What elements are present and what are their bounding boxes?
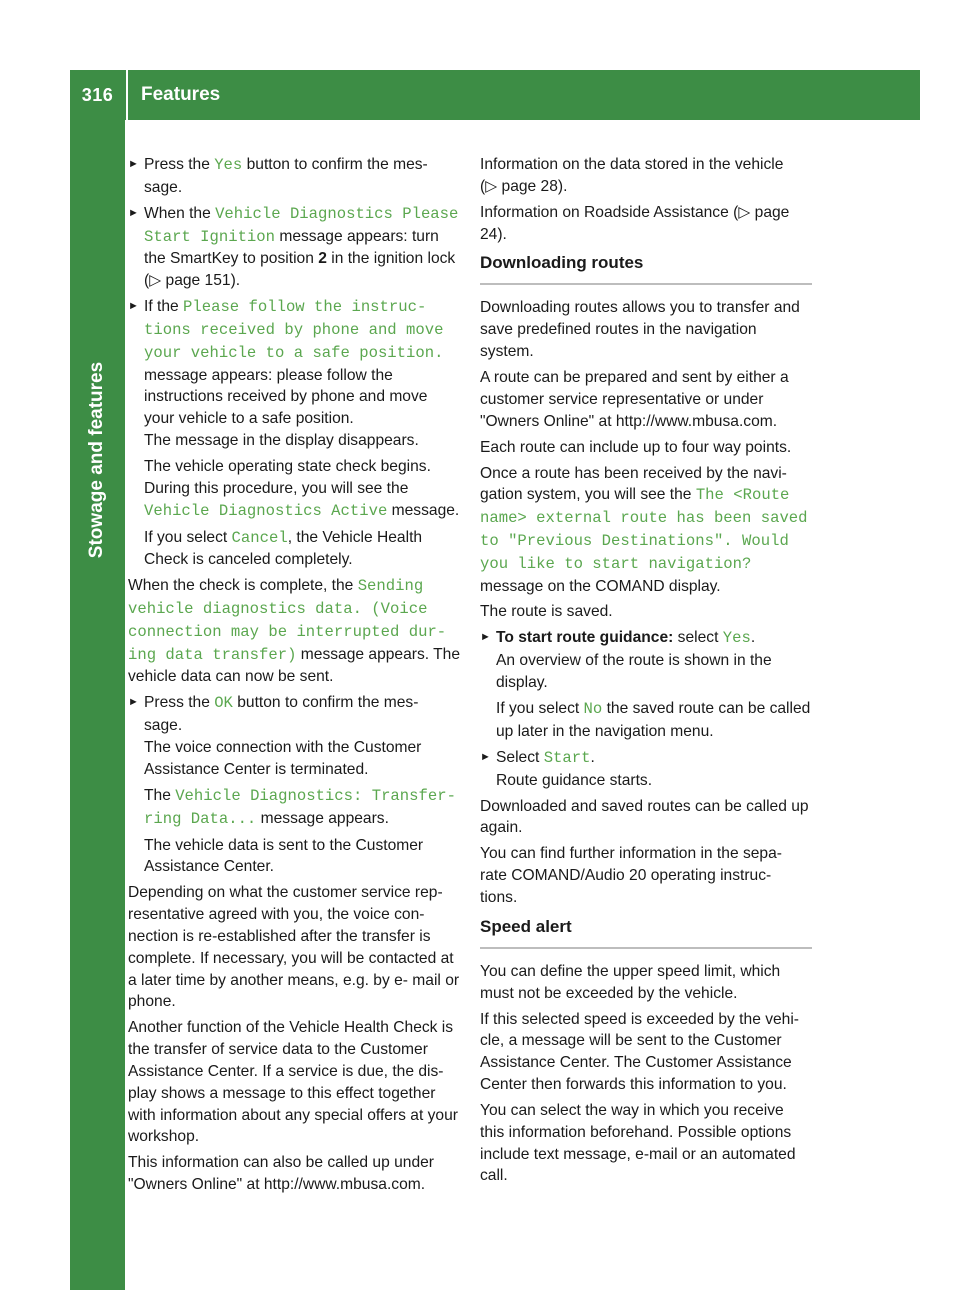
display-text: Yes <box>214 156 243 174</box>
right-column <box>480 154 812 1191</box>
step-arrow-icon: ► <box>480 750 491 763</box>
paragraph: A route can be prepared and sent by either a customer service representative or under "Owners Online" at http://www.mbusa.com. <box>480 368 789 430</box>
paragraph: You can select the way in which you receive this information beforehand. Possible options include text message, e-mail or an automated call. <box>480 1101 796 1185</box>
display-text: Cancel <box>231 528 288 547</box>
step-select-start: ► Select Start. Route guidance starts. <box>480 748 653 789</box>
display-text: OK <box>214 694 233 713</box>
display-text: The <Route name> external route has been saved to "Previous Destinations". Would you like to start navigation? <box>480 486 808 573</box>
paragraph: Another function of the Vehicle Health Check is the transfer of service data to the Customer Assistance Center. If a service is due, the dis- play shows a message to this effect together with information about any special offers at your workshop. <box>128 1019 458 1146</box>
step-arrow-icon: ► <box>128 158 139 170</box>
step-start-ignition: ► When the Vehicle Diagnostics Please Start Ignition message appears: turn the SmartKey to position 2 in the ignition lock (▷ page 151). <box>128 204 459 290</box>
page-ref-icon: ▷ <box>485 177 502 195</box>
paragraph: The route is saved. <box>480 603 613 621</box>
step-press-ok: ► Press the OK button to confirm the mes- sage. The voice connection with the Customer Assistance Center is terminated. <box>128 694 422 778</box>
sub-paragraph: If you select Cancel, the Vehicle Health Check is canceled completely. <box>144 528 423 569</box>
paragraph: Depending on what the customer service rep- resentative agreed with you, the voice con- nection is re-established after the transfer is complete. If necessary, you will be contacted at a later time by another means, e.g. by e- mail or phone. <box>128 884 460 1011</box>
display-text: Start <box>543 748 591 767</box>
step-arrow-icon: ► <box>128 206 139 219</box>
paragraph: Information on Roadside Assistance (▷ page 24). <box>480 203 790 243</box>
display-text: Vehicle Diagnostics Please Start Ignition <box>144 204 459 246</box>
page-ref-icon: ▷ <box>149 272 166 290</box>
section-title: Features <box>141 84 221 105</box>
paragraph: Once a route has been received by the navi- gation system, you will see the The <Route name> external route has been saved to "Previous Destinations". Would you like to start navigation? message on the COMAND display. <box>480 464 808 595</box>
sub-paragraph: The vehicle operating state check begins. During this procedure, you will see the Vehicle Diagnostics Active message. <box>144 457 460 520</box>
page-ref-link[interactable]: page 151 <box>165 272 231 290</box>
page-ref-link[interactable]: page 28 <box>501 177 558 195</box>
display-text: Vehicle Diagnostics Active <box>144 501 388 520</box>
paragraph: If this selected speed is exceeded by the vehi- cle, a message will be sent to the Customer Assistance Center. The Customer Assistance Center then forwards this information to you. <box>480 1010 799 1093</box>
sub-paragraph: The vehicle data is sent to the Customer Assistance Center. <box>144 836 424 876</box>
paragraph: Information on the data stored in the vehicle (▷ page 28). <box>480 156 784 195</box>
display-text: Yes <box>722 629 751 648</box>
heading-speed-alert: Speed alert <box>480 917 812 949</box>
paragraph: Downloading routes allows you to transfer and save predefined routes in the navigation system. <box>480 299 800 360</box>
step-press-yes: ► Press the Yes button to confirm the mes- sage. <box>128 156 428 196</box>
page-ref-link[interactable]: page 24 <box>480 203 790 243</box>
paragraph: When the check is complete, the Sending vehicle diagnostics data. (Voice connection may be interrupted dur‐ ing data transfer) message appears. The vehicle data can now be sent. <box>128 577 460 686</box>
paragraph: Downloaded and saved routes can be called up again. <box>480 797 809 837</box>
display-text: No <box>583 700 603 719</box>
display-text: Vehicle Diagnostics: Transfer‐ ring Data... <box>144 786 456 828</box>
side-tab-label: Stowage and features <box>86 361 107 559</box>
header-divider <box>126 70 128 120</box>
left-column <box>128 154 460 1200</box>
sub-paragraph: If you select No the saved route can be called up later in the navigation menu. <box>496 700 811 740</box>
heading-downloading-routes: Downloading routes <box>480 253 812 285</box>
step-arrow-icon: ► <box>480 631 491 644</box>
step-start-route-guidance: ► To start route guidance: select Yes. An overview of the route is shown in the display. <box>480 629 772 692</box>
paragraph: Each route can include up to four way points. <box>480 438 792 456</box>
paragraph: You can define the upper speed limit, which must not be exceeded by the vehicle. <box>480 962 781 1002</box>
sub-paragraph: The Vehicle Diagnostics: Transfer‐ ring Data... message appears. <box>144 786 456 828</box>
step-arrow-icon: ► <box>128 300 139 313</box>
display-text: Sending vehicle diagnostics data. (Voice connection may be interrupted dur‐ ing data transfer) <box>128 577 447 664</box>
step-arrow-icon: ► <box>128 696 139 709</box>
paragraph: You can find further information in the sepa- rate COMAND/Audio 20 operating instruc- tions. <box>480 845 782 906</box>
display-text: Please follow the instruc‐ tions received by phone and move your vehicle to a safe position. <box>144 298 444 362</box>
side-tab <box>70 120 125 1290</box>
page-number: 316 <box>81 84 114 105</box>
page-ref-icon: ▷ <box>738 203 755 221</box>
paragraph: This information can also be called up under "Owners Online" at http://www.mbusa.com. <box>128 1154 434 1194</box>
step-follow-instructions: ► If the Please follow the instruc‐ tions received by phone and move your vehicle to a safe position. message appears: please follow the instructions received by phone and move your vehicle to a safe position. The message in the display disappears. <box>128 298 444 449</box>
